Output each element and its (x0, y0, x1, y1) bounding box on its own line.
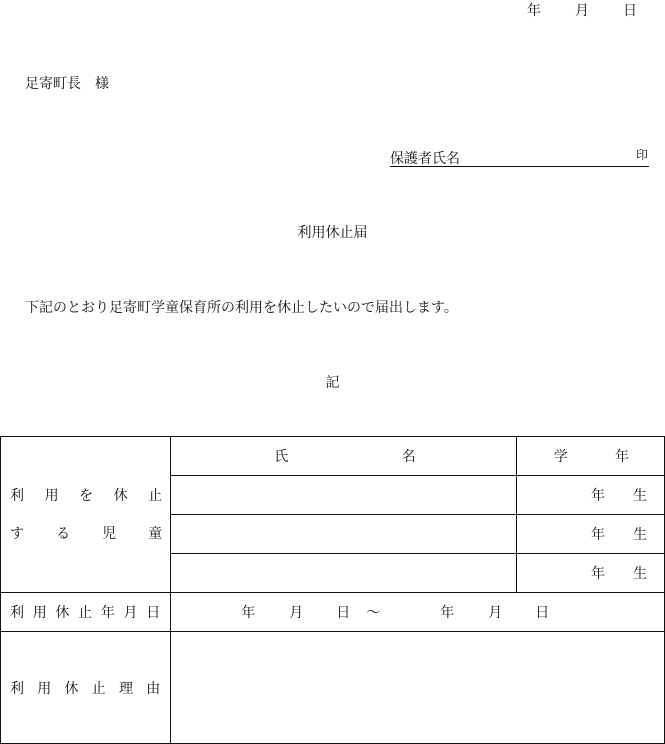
suspension-form-table (0, 436, 665, 744)
suspension-period-input[interactable] (171, 593, 665, 632)
child-grade-input[interactable]: 年 生 (516, 515, 664, 554)
suspension-period-label: 利 用 休 止 年 月 日 (1, 593, 171, 632)
child-name-input[interactable] (171, 554, 517, 593)
suspension-reason-input[interactable] (171, 632, 665, 744)
guardian-signature-field[interactable] (390, 148, 649, 167)
date-month-label: 月 (575, 3, 589, 19)
end-year-label: 年 (440, 605, 455, 621)
date-year-label: 年 (527, 3, 541, 19)
children-label-line2: す る 児 童 (10, 525, 163, 542)
addressee-name: 足寄町長 (25, 76, 81, 92)
addressee-honorific: 様 (95, 76, 109, 92)
statement-text: 下記のとおり足寄町学童保育所の利用を休止したいので届出します。 (25, 300, 458, 316)
child-grade-input[interactable]: 年 生 (516, 554, 664, 593)
start-year-label: 年 (241, 605, 256, 621)
end-day-label: 日 (535, 605, 550, 621)
addressee (25, 73, 109, 93)
period-tilde: ～ (366, 605, 381, 621)
suspension-reason-label: 利 用 休 止 理 由 (1, 632, 171, 744)
start-month-label: 月 (289, 605, 304, 621)
name-column-header: 氏 名 (171, 437, 517, 476)
grade-column-header: 学 年 (516, 437, 664, 476)
end-month-label: 月 (488, 605, 503, 621)
date-day-label: 日 (623, 3, 637, 19)
seal-mark-icon: 印 (635, 148, 648, 162)
ki-marker: 記 (325, 375, 340, 391)
children-label-line1: 利 用 を 休 止 (10, 487, 163, 504)
suspension-reason-row (1, 632, 665, 744)
document-title: 利用休止届 (297, 225, 368, 241)
children-label-cell (1, 437, 171, 593)
child-name-input[interactable] (171, 476, 517, 515)
child-grade-input[interactable]: 年 生 (516, 476, 664, 515)
guardian-name-label: 保護者氏名 (390, 151, 460, 167)
start-day-label: 日 (336, 605, 351, 621)
table-header-row (1, 437, 665, 476)
child-name-input[interactable] (171, 515, 517, 554)
suspension-period-row (1, 593, 665, 632)
